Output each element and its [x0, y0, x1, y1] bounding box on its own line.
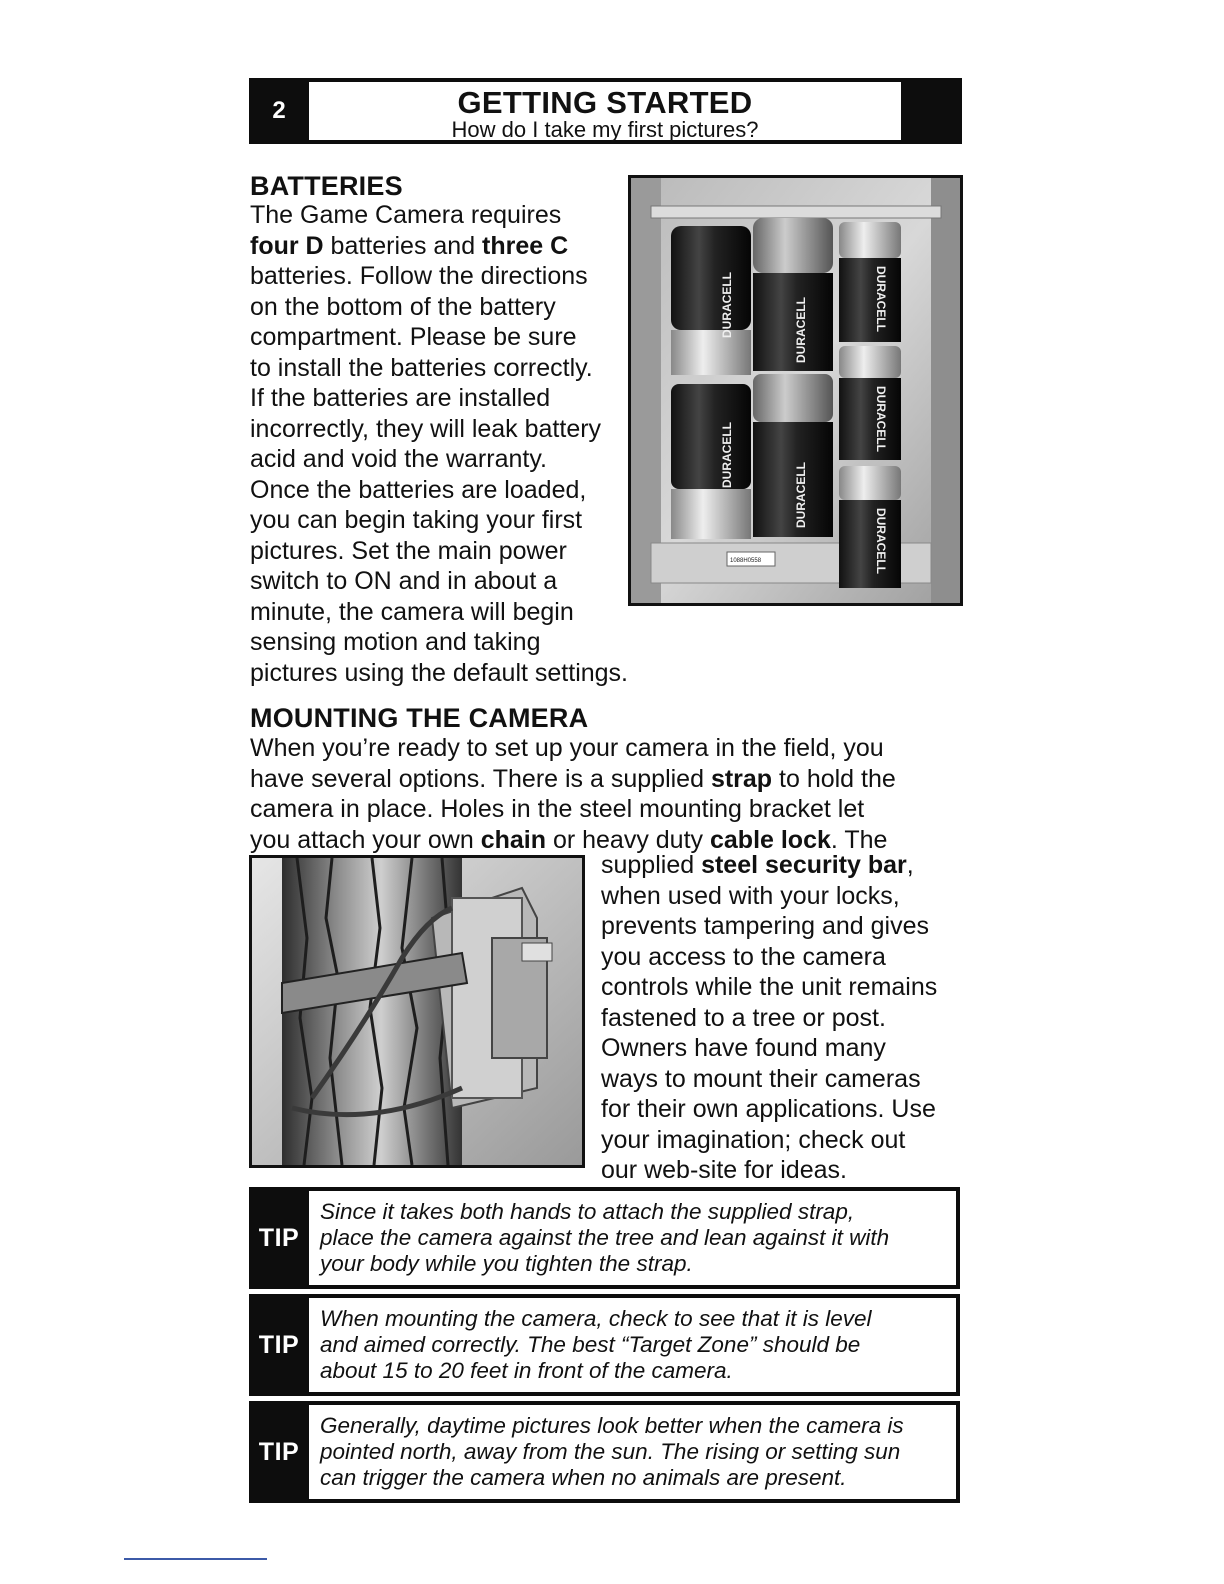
battery-compartment-photo	[628, 175, 963, 606]
text-line	[601, 1125, 937, 1156]
text-span: acid and void the warranty.	[250, 445, 547, 473]
text-line	[601, 1094, 937, 1125]
tip-text	[309, 1405, 956, 1499]
battery-brand-7: DURACELL	[874, 508, 888, 574]
text-span: controls while the unit remains	[601, 973, 938, 1001]
text-line	[601, 1155, 937, 1186]
text-line	[250, 475, 628, 506]
text-span: pictures. Set the main power	[250, 536, 567, 565]
tip-line: and aimed correctly. The best “Target Zone” should be	[320, 1332, 861, 1357]
d-battery-top-middle	[753, 218, 833, 371]
text-span: The Game Camera requires	[250, 201, 562, 229]
text-span: to hold the	[772, 764, 896, 793]
text-span: incorrectly, they will leak battery	[250, 414, 602, 443]
text-span: when used with your locks,	[601, 881, 900, 910]
battery-compartment-image	[631, 178, 960, 603]
tip-label: TIP	[258, 1330, 300, 1359]
text-line	[250, 200, 628, 231]
text-line	[601, 1033, 937, 1064]
page-header	[249, 78, 962, 144]
tip-line: can trigger the camera when no animals are present.	[320, 1465, 847, 1490]
d-battery-bottom-left	[671, 384, 751, 539]
tip-line: When mounting the camera, check to see that it is level	[320, 1306, 872, 1331]
text-line	[601, 972, 937, 1003]
tip-line: Since it takes both hands to attach the supplied strap,	[320, 1199, 855, 1224]
tip-box	[249, 1294, 960, 1396]
text-span: ,	[906, 851, 914, 879]
text-span: ways to mount their cameras	[601, 1064, 921, 1093]
page-number: 2	[272, 97, 286, 124]
battery-label-code: 1088H0558	[730, 558, 762, 564]
text-span: batteries and	[323, 231, 483, 260]
tip-line: about 15 to 20 feet in front of the camera.	[320, 1358, 733, 1383]
c-battery-top-right	[839, 222, 901, 342]
text-span: minute, the camera will begin	[250, 597, 574, 626]
text-line	[601, 881, 937, 912]
header-title-box	[309, 82, 901, 140]
c-battery-bottom-right	[839, 466, 901, 588]
text-line	[250, 231, 628, 262]
emphasized-text: strap	[710, 764, 773, 793]
tip-text	[309, 1191, 956, 1285]
text-span: camera in place. Holes in the steel mounting bracket let	[250, 795, 865, 823]
battery-brand-6: DURACELL	[874, 386, 888, 452]
tree-mounted-camera-image	[252, 858, 582, 1165]
page-subtitle: How do I take my first pictures?	[451, 117, 759, 142]
tip-line: your body while you tighten the strap.	[320, 1251, 693, 1276]
text-line	[250, 536, 628, 567]
text-line	[250, 566, 628, 597]
text-span: you access to the camera	[601, 942, 886, 971]
d-battery-top-left	[671, 226, 751, 375]
text-line	[250, 383, 628, 414]
text-span: fastened to a tree or post.	[601, 1003, 886, 1032]
c-battery-middle-right	[839, 346, 901, 460]
text-line	[601, 911, 937, 942]
emphasized-text: four D	[250, 231, 324, 260]
text-line	[601, 1064, 937, 1095]
mounting-side-paragraph	[601, 850, 937, 1186]
battery-brand-2: DURACELL	[720, 422, 734, 488]
text-line	[250, 414, 628, 445]
text-span: your imagination; check out	[601, 1125, 906, 1154]
tree-mounted-camera-photo	[249, 855, 585, 1168]
mounting-intro-paragraph	[250, 733, 896, 855]
text-span: batteries. Follow the directions	[250, 262, 588, 290]
text-line	[250, 733, 896, 764]
text-span: for their own applications. Use	[601, 1095, 936, 1123]
text-line	[250, 353, 628, 384]
text-line	[250, 794, 896, 825]
text-span: prevents tampering and gives	[601, 912, 929, 940]
text-span: pictures using the default settings.	[250, 658, 629, 687]
text-span: switch to ON and in about a	[250, 567, 558, 595]
text-span: or heavy duty	[546, 825, 710, 854]
text-line	[250, 261, 628, 292]
text-span: Once the batteries are loaded,	[250, 475, 587, 504]
text-span: our web-site for ideas.	[601, 1156, 847, 1184]
text-line	[250, 597, 628, 628]
page-title: GETTING STARTED	[457, 85, 753, 120]
text-line	[250, 627, 628, 658]
tip-line: pointed north, away from the sun. The rising or setting sun	[320, 1439, 901, 1464]
battery-brand-1: DURACELL	[720, 272, 734, 338]
tip-box	[249, 1401, 960, 1503]
text-span: you attach your own	[250, 825, 481, 854]
tip-line: Generally, daytime pictures look better when the camera is	[320, 1413, 904, 1438]
text-line	[250, 764, 896, 795]
emphasized-text: chain	[480, 825, 546, 854]
footnote-divider	[124, 1558, 267, 1560]
battery-brand-5: DURACELL	[874, 266, 888, 332]
text-line	[250, 658, 628, 689]
text-line	[250, 292, 628, 323]
text-line	[601, 942, 937, 973]
text-span: on the bottom of the battery	[250, 292, 556, 321]
emphasized-text: steel security bar	[701, 851, 907, 879]
text-span: supplied	[601, 851, 702, 879]
batteries-paragraph	[250, 200, 628, 688]
tip-text	[309, 1298, 956, 1392]
battery-brand-3: DURACELL	[794, 297, 808, 363]
text-span: When you’re ready to set up your camera in the field, you	[250, 734, 884, 762]
text-span: to install the batteries correctly.	[250, 353, 593, 382]
batteries-heading: BATTERIES	[250, 171, 403, 201]
text-line	[250, 322, 628, 353]
d-battery-bottom-middle	[753, 374, 833, 537]
text-line	[601, 1003, 937, 1034]
text-span: Owners have found many	[601, 1034, 886, 1062]
emphasized-text: cable lock	[709, 825, 831, 854]
text-span: you can begin taking your first	[250, 506, 583, 534]
text-line	[250, 505, 628, 536]
text-span: compartment. Please be sure	[250, 323, 577, 351]
emphasized-text: three C	[482, 231, 569, 260]
tip-box	[249, 1187, 960, 1289]
battery-brand-4: DURACELL	[794, 462, 808, 528]
text-line	[601, 850, 937, 881]
tip-label: TIP	[258, 1437, 300, 1466]
tip-line: place the camera against the tree and lean against it with	[320, 1225, 890, 1250]
text-span: have several options. There is a supplied	[250, 764, 711, 793]
text-span: If the batteries are installed	[250, 384, 551, 412]
mounting-heading: MOUNTING THE CAMERA	[250, 703, 589, 733]
text-span: . The	[830, 825, 888, 854]
text-line	[250, 444, 628, 475]
text-span: sensing motion and taking	[250, 628, 541, 656]
tip-label: TIP	[258, 1223, 300, 1252]
